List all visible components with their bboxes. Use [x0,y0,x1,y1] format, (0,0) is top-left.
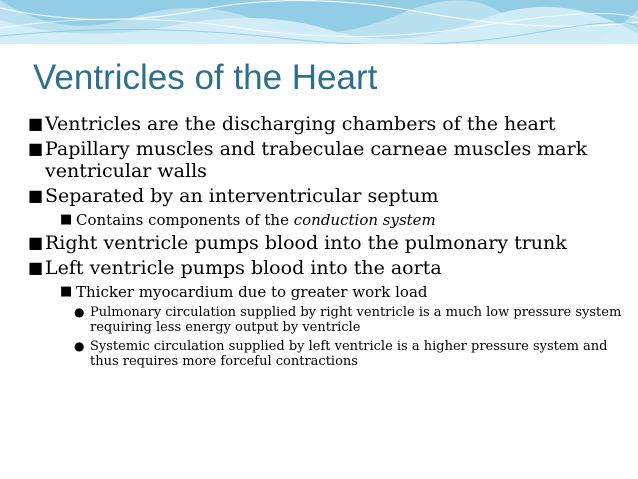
filled-circle-bullet-icon: ● [74,339,85,353]
list-item [0,232,638,254]
wave-pattern-icon [0,0,638,44]
bullet-text: Pulmonary circulation supplied by right ventricle is a much low pressure system requiring less energy output by ventricle [90,305,622,335]
slide-title: Ventricles of the Heart [33,58,378,97]
filled-square-bullet-icon: ■ [28,139,44,158]
filled-circle-bullet-icon: ● [74,305,85,319]
filled-square-bullet-icon: ■ [60,212,73,227]
list-item [0,138,638,182]
filled-square-bullet-icon: ■ [28,258,44,277]
list-item [0,305,638,335]
decorative-banner [0,0,638,44]
list-item [0,185,638,207]
list-item [0,211,638,229]
bullet-text: Right ventricle pumps blood into the pulmonary trunk [45,232,567,254]
bullet-text-italic: conduction system [293,211,436,229]
filled-square-bullet-icon: ■ [28,186,44,205]
bullet-text: Papillary muscles and trabeculae carneae muscles mark ventricular walls [45,138,588,182]
bullet-list [0,113,638,369]
bullet-text: Contains components of the [76,211,294,229]
filled-square-bullet-icon: ■ [28,114,44,133]
filled-square-bullet-icon: ■ [28,233,44,252]
list-item [0,257,638,279]
bullet-text: Thicker myocardium due to greater work load [76,283,428,301]
bullet-text: Separated by an interventricular septum [45,185,439,207]
list-item [0,113,638,135]
bullet-text: Systemic circulation supplied by left ventricle is a higher pressure system and thus requires more forceful contractions [90,339,608,369]
filled-square-bullet-icon: ■ [60,284,73,299]
list-item [0,339,638,369]
bullet-text: Left ventricle pumps blood into the aorta [45,257,442,279]
list-item [0,283,638,301]
bullet-text: Ventricles are the discharging chambers of the heart [45,113,556,135]
